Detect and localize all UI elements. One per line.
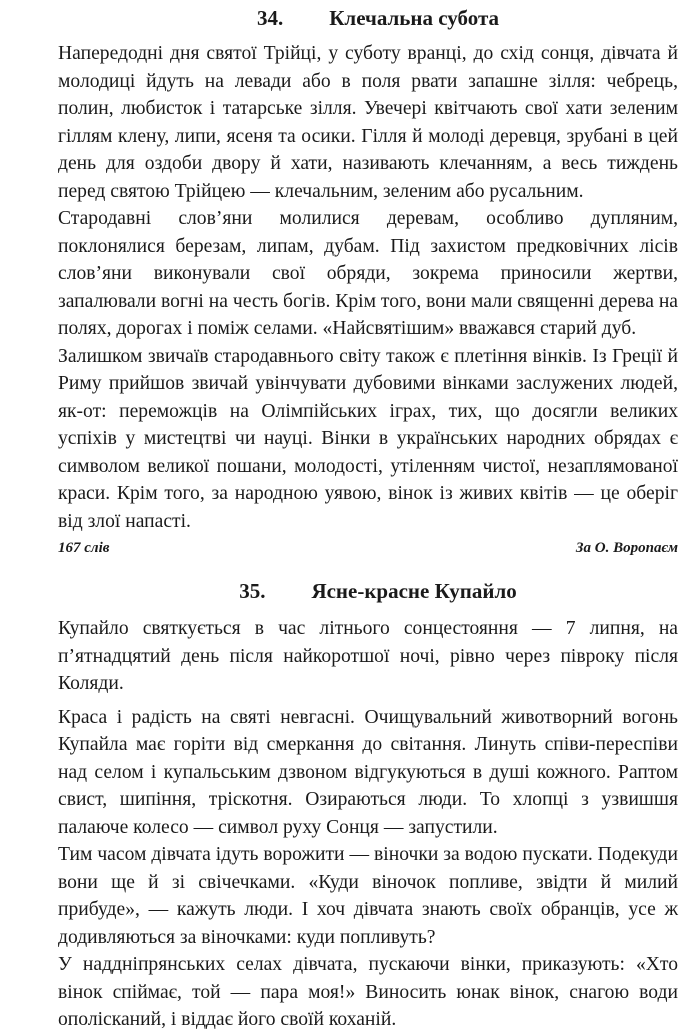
paragraph: Залишком звичаїв стародавнього світу також є плетіння вінків. Із Греції й Риму прийшов звичай увінчувати дубовими вінками заслужених людей, як-от: переможців на Олімпійських іграх, тих, що досягли великих успіхів у мистецтві чи науці. Вінки в українських народних обрядах є символом великої пошани, молодості, утіленням чистої, незаплямованої краси. Крім того, за народною уявою, вінок із живих квітів — це оберіг від злої напасті. [58,345,678,532]
paragraph: Купайло святкується в час літнього сонцестояння — 7 липня, на п’ятнадцятий день після найкоротшої ночі, рівно через півроку після Коляди. [58,618,678,694]
word-count: 167 слів [58,540,110,556]
text-section-35 [58,577,678,1034]
section-number: 34. [256,6,284,30]
attribution: За О. Воропаєм [575,540,678,556]
section-number: 35. [239,579,266,603]
text-section-34 [58,4,678,559]
paragraph: У наддніпрянських селах дівчата, пускаючи вінки, приказують: «Хто вінок спіймає, той — пара моя!» Виносить юнак вінок, снагою води ополісканий, і віддає його своїй коханій. [58,954,678,1030]
section-title-text: Ясне-красне Купайло [311,579,517,603]
section-title-text: Клечальна субота [329,6,500,30]
paragraph: Напередодні дня святої Трійці, у суботу вранці, до схід сонця, дівчата й молодиці йдуть на левади або в поля рвати запашне зілля: чебрець, полин, любисток і татарське зілля. Увечері квітчають свої хати зеленим гіллям клену, липи, ясеня та осики. Гілля й молоді деревця, зрубані в цей день для оздоби двору й хати, називають клечанням, а весь тиждень перед святою Трійцею — клечальним, зеленим або русальним. [58,43,678,202]
section-footer [58,537,678,559]
section-title [58,4,678,32]
paragraph: Стародавні слов’яни молилися деревам, особливо дупляним, поклонялися березам, липам, дубам. Під захистом предковічних лісів слов’яни виконували свої обряди, зокрема приносили жертви, запалювали вогні на честь богів. Крім того, вони мали священні дерева на полях, дорогах і поміж селами. «Найсвятішим» вважався старий дуб. [58,208,678,339]
paragraph: Тим часом дівчата ідуть ворожити — віночки за водою пускати. Подекуди вони ще й зі свічечками. «Куди віночок попливе, звідти й милий прибуде», — кажуть люди. І хоч дівчата знають своїх обранців, усе ж додивляються за віночками: куди попливуть? [58,844,678,948]
section-title [58,577,678,605]
paragraph: Краса і радість на святі невгасні. Очищувальний животворний вогонь Купайла має горіти від смеркання до світання. Линуть співи-переспіви над селом і купальським дзвоном відгукуються в душі кожного. Раптом свист, шипіння, тріскотня. Озираються люди. То хлопці з узвишшя палаюче колесо — символ руху Сонця — запустили. [58,706,678,838]
